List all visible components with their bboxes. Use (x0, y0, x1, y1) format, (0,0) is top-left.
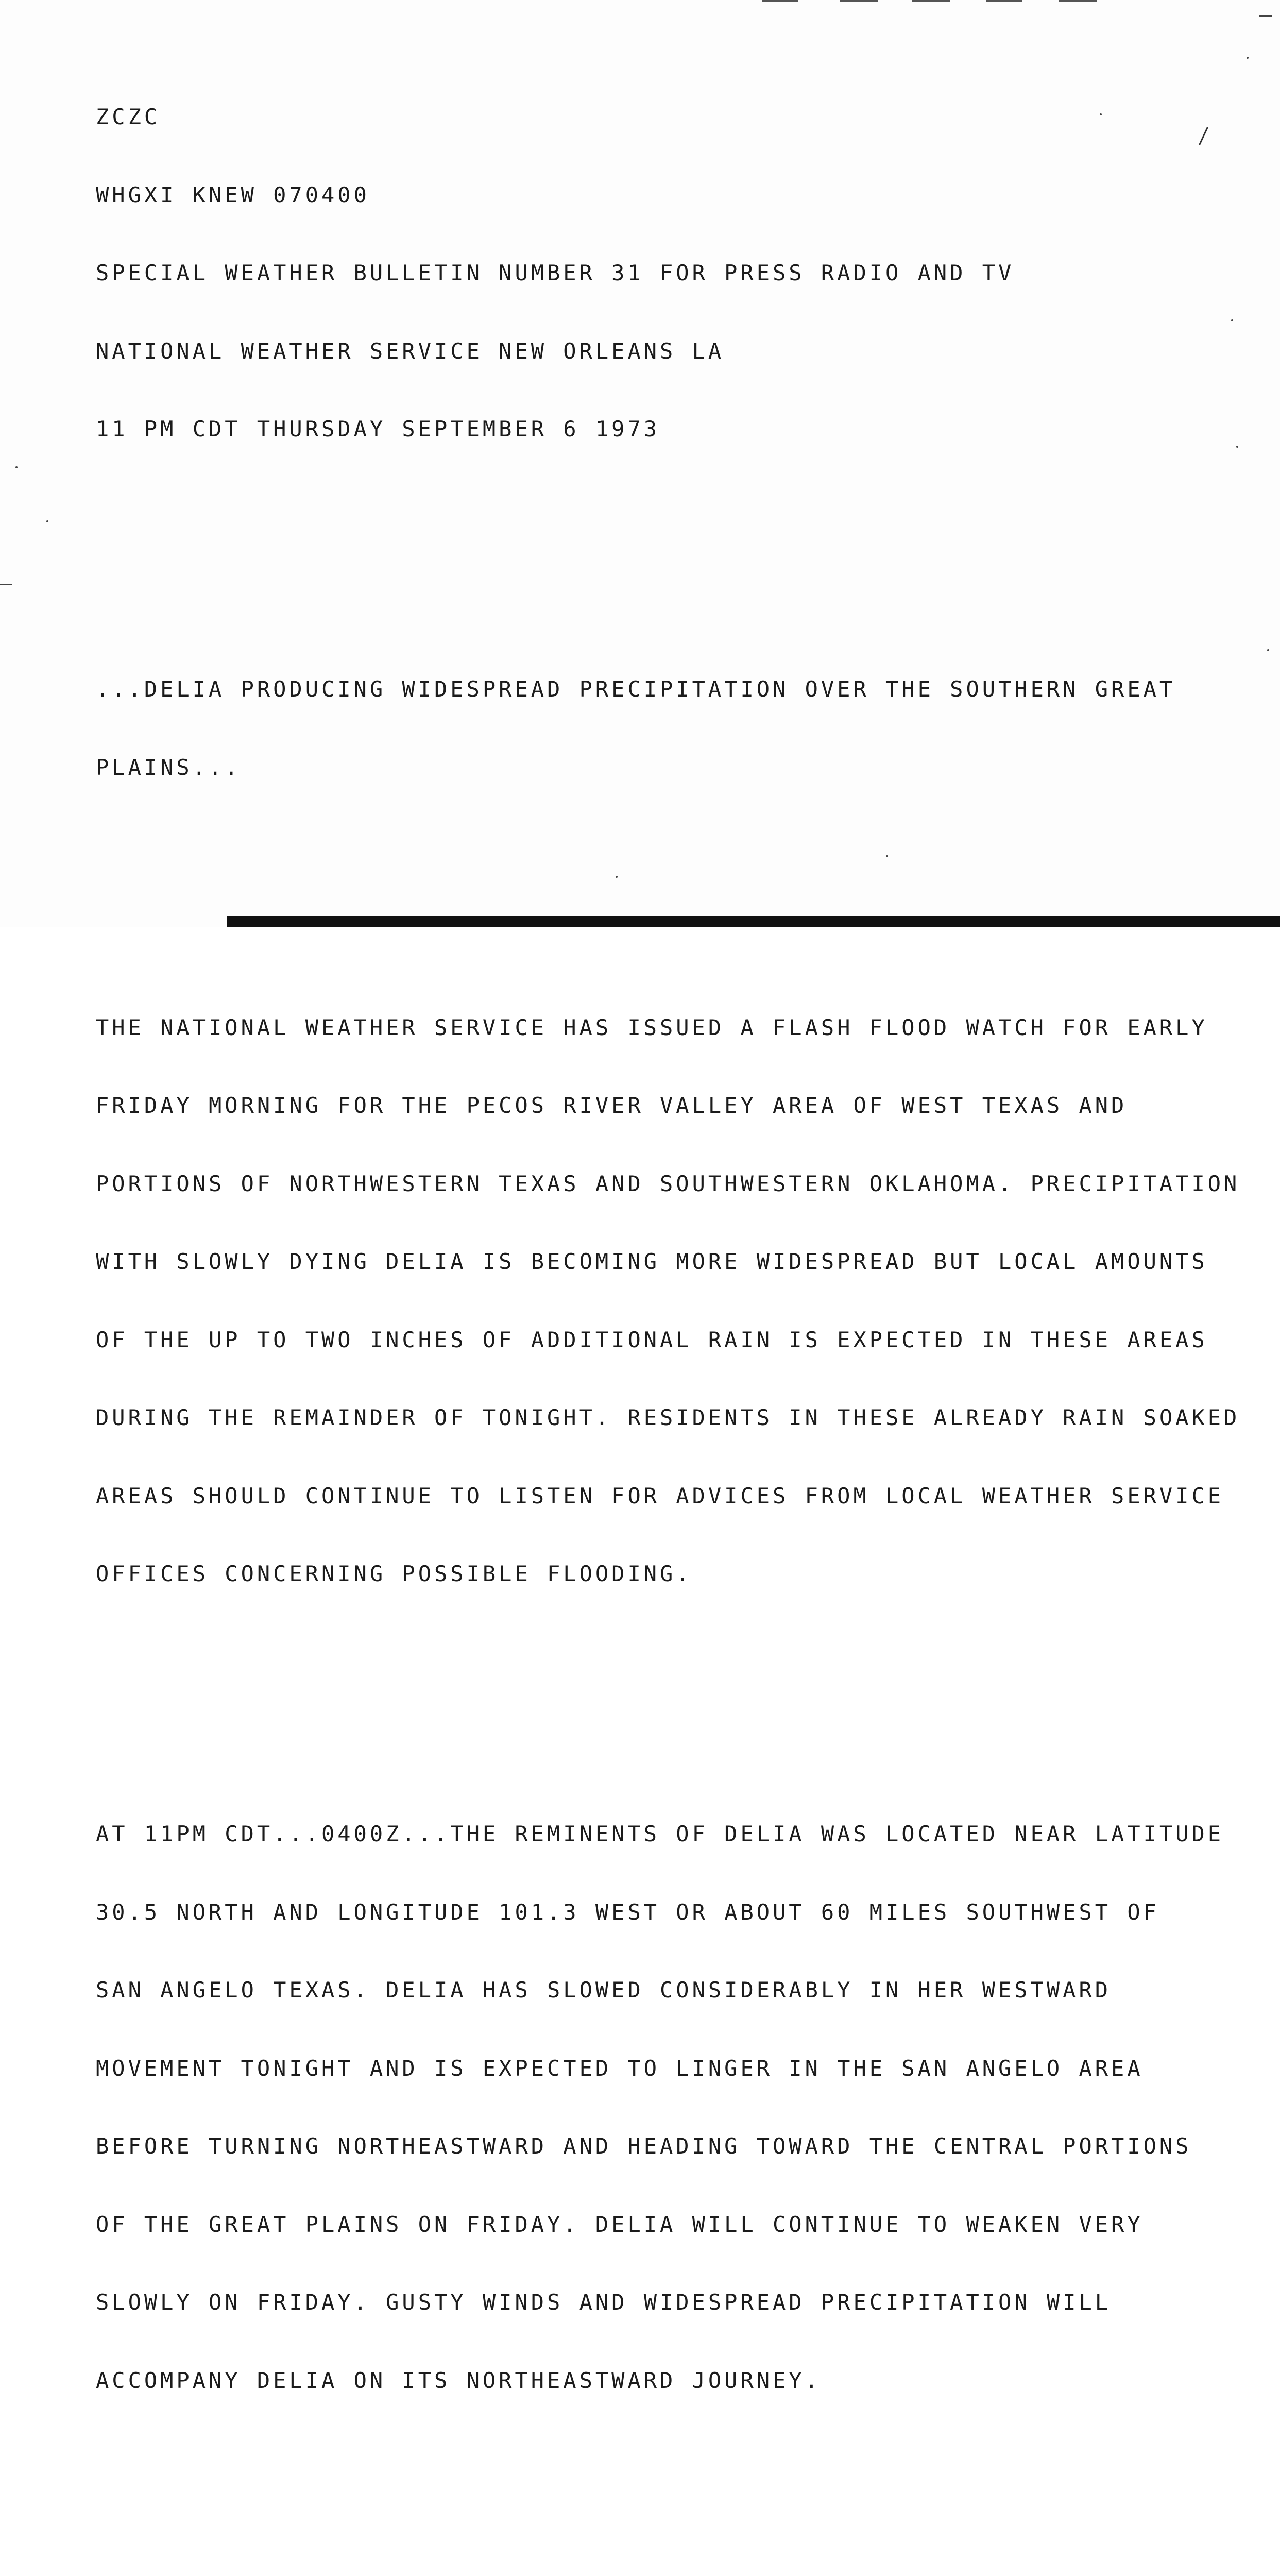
body-line: AT 11PM CDT...0400Z...THE REMINENTS OF DELIA WAS LOCATED NEAR LATITUDE (96, 1821, 1229, 1848)
header-line: ZCZC (96, 104, 1229, 130)
paragraph-storm-position (96, 1769, 1229, 2446)
header-line: 11 PM CDT THURSDAY SEPTEMBER 6 1973 (96, 416, 1229, 443)
header-line: NATIONAL WEATHER SERVICE NEW ORLEANS LA (96, 338, 1229, 365)
body-line: 30.5 NORTH AND LONGITUDE 101.3 WEST OR ABOUT 60 MILES SOUTHWEST OF (96, 1900, 1229, 1926)
body-line: PORTIONS OF NORTHWESTERN TEXAS AND SOUTHWESTERN OKLAHOMA. PRECIPITATION (96, 1171, 1229, 1197)
body-line: OF THE UP TO TWO INCHES OF ADDITIONAL RAIN IS EXPECTED IN THESE AREAS (96, 1327, 1229, 1353)
headline-line: PLAINS... (96, 755, 1229, 781)
paragraph-spacer (96, 2498, 1229, 2524)
scan-edge-mark (0, 584, 12, 585)
paragraph-spacer (96, 885, 1229, 911)
body-line: SAN ANGELO TEXAS. DELIA HAS SLOWED CONSIDERABLY IN HER WESTWARD (96, 1977, 1229, 2004)
scan-edge-mark (1259, 15, 1272, 17)
scan-speck (1231, 319, 1233, 321)
paragraph-flash-flood-watch (96, 963, 1229, 1639)
body-line: WITH SLOWLY DYING DELIA IS BECOMING MORE WIDESPREAD BUT LOCAL AMOUNTS (96, 1249, 1229, 1275)
header-line: WHGXI KNEW 070400 (96, 182, 1229, 209)
scan-speck (46, 520, 48, 522)
body-line: AREAS SHOULD CONTINUE TO LISTEN FOR ADVICES FROM LOCAL WEATHER SERVICE (96, 1483, 1229, 1510)
body-line: OF THE GREAT PLAINS ON FRIDAY. DELIA WILL CONTINUE TO WEAKEN VERY (96, 2212, 1229, 2238)
scan-speck (616, 876, 618, 878)
header-line: SPECIAL WEATHER BULLETIN NUMBER 31 FOR PRESS RADIO AND TV (96, 260, 1229, 286)
teletype-bulletin (96, 0, 1229, 2576)
body-line: MOVEMENT TONIGHT AND IS EXPECTED TO LINGER IN THE SAN ANGELO AREA (96, 2056, 1229, 2082)
body-line: ACCOMPANY DELIA ON ITS NORTHEASTWARD JOURNEY. (96, 2368, 1229, 2394)
bulletin-header (96, 52, 1229, 495)
scan-speck (1100, 113, 1102, 115)
paragraph-spacer (96, 1691, 1229, 1718)
scan-speck (1236, 446, 1238, 448)
body-line: DURING THE REMAINDER OF TONIGHT. RESIDENTS IN THESE ALREADY RAIN SOAKED (96, 1405, 1229, 1431)
document-page (0, 0, 1280, 927)
body-line: FRIDAY MORNING FOR THE PECOS RIVER VALLEY AREA OF WEST TEXAS AND (96, 1093, 1229, 1119)
scan-speck (1267, 649, 1269, 651)
body-line: BEFORE TURNING NORTHEASTWARD AND HEADING TOWARD THE CENTRAL PORTIONS (96, 2133, 1229, 2160)
body-line: SLOWLY ON FRIDAY. GUSTY WINDS AND WIDESPREAD PRECIPITATION WILL (96, 2290, 1229, 2316)
scan-speck (15, 466, 18, 468)
paragraph-spacer (96, 547, 1229, 573)
scan-speck (886, 855, 888, 857)
body-line: OFFICES CONCERNING POSSIBLE FLOODING. (96, 1561, 1229, 1587)
scan-speck (1247, 57, 1249, 59)
headline-line: ...DELIA PRODUCING WIDESPREAD PRECIPITATION OVER THE SOUTHERN GREAT (96, 676, 1229, 703)
body-line: THE NATIONAL WEATHER SERVICE HAS ISSUED A FLASH FLOOD WATCH FOR EARLY (96, 1015, 1229, 1041)
bulletin-headline (96, 624, 1229, 833)
scan-bottom-edge (227, 916, 1280, 927)
